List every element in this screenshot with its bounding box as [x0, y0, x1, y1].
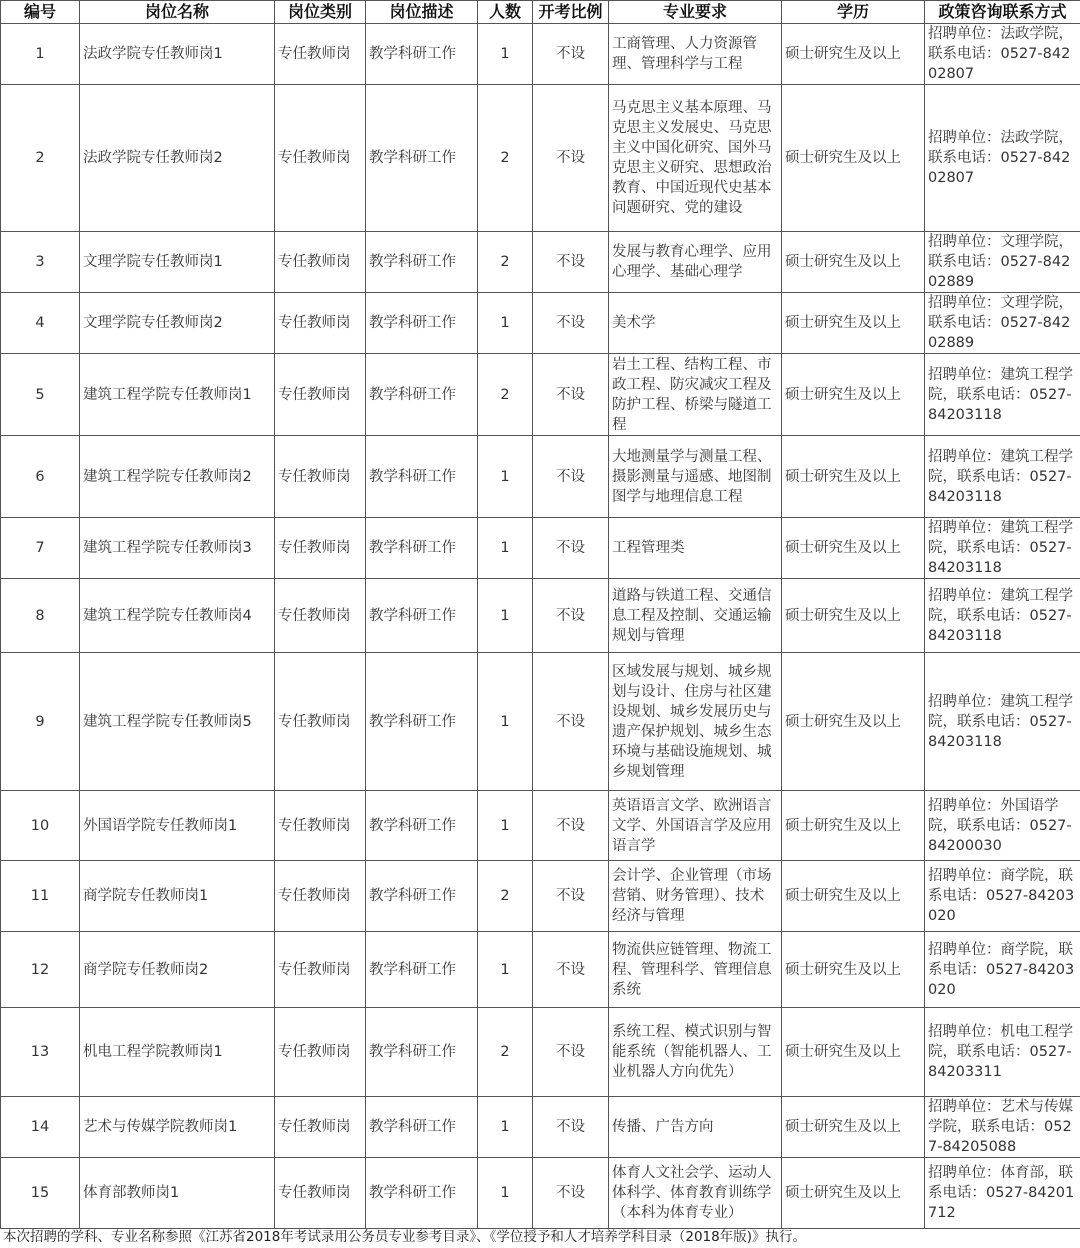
exam-ratio: 不设 [533, 579, 609, 653]
position-name: 法政学院专任教师岗2 [80, 85, 275, 232]
major-requirements: 传播、广告方向 [609, 1097, 782, 1158]
table-row [1, 293, 1080, 354]
table-row [1, 932, 1080, 1008]
exam-ratio: 不设 [533, 653, 609, 791]
table-row [1, 24, 1080, 85]
position-category: 专任教师岗 [275, 436, 366, 518]
major-requirements: 发展与教育心理学、应用心理学、基础心理学 [609, 232, 782, 293]
major-requirements: 道路与铁道工程、交通信息工程及控制、交通运输规划与管理 [609, 579, 782, 653]
contact-info: 招聘单位：法政学院，联系电话：0527-84202807 [925, 85, 1080, 232]
header-education: 学历 [782, 1, 925, 24]
headcount: 1 [478, 1097, 533, 1158]
position-name: 机电工程学院教师岗1 [80, 1008, 275, 1097]
headcount: 1 [478, 436, 533, 518]
position-description: 教学科研工作 [366, 861, 478, 932]
header-position-name: 岗位名称 [80, 1, 275, 24]
position-category: 专任教师岗 [275, 24, 366, 85]
position-name: 建筑工程学院专任教师岗3 [80, 518, 275, 579]
position-name: 建筑工程学院专任教师岗1 [80, 354, 275, 436]
exam-ratio: 不设 [533, 518, 609, 579]
education-requirement: 硕士研究生及以上 [782, 293, 925, 354]
contact-info: 招聘单位：法政学院，联系电话：0527-84202807 [925, 24, 1080, 85]
headcount: 1 [478, 791, 533, 861]
position-name: 文理学院专任教师岗2 [80, 293, 275, 354]
exam-ratio: 不设 [533, 354, 609, 436]
headcount: 1 [478, 293, 533, 354]
major-requirements: 系统工程、模式识别与智能系统（智能机器人、工业机器人方向优先） [609, 1008, 782, 1097]
exam-ratio: 不设 [533, 24, 609, 85]
position-name: 外国语学院专任教师岗1 [80, 791, 275, 861]
row-number: 4 [1, 293, 80, 354]
contact-info: 招聘单位：机电工程学院，联系电话：0527-84203311 [925, 1008, 1080, 1097]
contact-info: 招聘单位：艺术与传媒学院，联系电话：0527-84205088 [925, 1097, 1080, 1158]
row-number: 5 [1, 354, 80, 436]
exam-ratio: 不设 [533, 1008, 609, 1097]
position-description: 教学科研工作 [366, 232, 478, 293]
position-name: 商学院专任教师岗1 [80, 861, 275, 932]
table-row [1, 1008, 1080, 1097]
header-number: 编号 [1, 1, 80, 24]
position-description: 教学科研工作 [366, 518, 478, 579]
row-number: 8 [1, 579, 80, 653]
table-row [1, 579, 1080, 653]
table-row [1, 436, 1080, 518]
position-category: 专任教师岗 [275, 579, 366, 653]
row-number: 11 [1, 861, 80, 932]
exam-ratio: 不设 [533, 932, 609, 1008]
exam-ratio: 不设 [533, 436, 609, 518]
position-description: 教学科研工作 [366, 1158, 478, 1229]
row-number: 14 [1, 1097, 80, 1158]
major-requirements: 物流供应链管理、物流工程、管理科学、管理信息系统 [609, 932, 782, 1008]
exam-ratio: 不设 [533, 85, 609, 232]
education-requirement: 硕士研究生及以上 [782, 653, 925, 791]
table-row [1, 861, 1080, 932]
exam-ratio: 不设 [533, 861, 609, 932]
row-number: 12 [1, 932, 80, 1008]
header-contact: 政策咨询联系方式 [925, 1, 1080, 24]
education-requirement: 硕士研究生及以上 [782, 861, 925, 932]
major-requirements: 工商管理、人力资源管理、管理科学与工程 [609, 24, 782, 85]
contact-info: 招聘单位：建筑工程学院，联系电话：0527-84203118 [925, 436, 1080, 518]
major-requirements: 英语语言文学、欧洲语言文学、外国语言学及应用语言学 [609, 791, 782, 861]
position-description: 教学科研工作 [366, 1008, 478, 1097]
contact-info: 招聘单位：外国语学院，联系电话：0527-84200030 [925, 791, 1080, 861]
exam-ratio: 不设 [533, 1158, 609, 1229]
contact-info: 招聘单位：建筑工程学院，联系电话：0527-84203118 [925, 354, 1080, 436]
exam-ratio: 不设 [533, 1097, 609, 1158]
education-requirement: 硕士研究生及以上 [782, 436, 925, 518]
education-requirement: 硕士研究生及以上 [782, 579, 925, 653]
position-category: 专任教师岗 [275, 293, 366, 354]
position-category: 专任教师岗 [275, 85, 366, 232]
headcount: 1 [478, 24, 533, 85]
contact-info: 招聘单位：建筑工程学院，联系电话：0527-84203118 [925, 518, 1080, 579]
major-requirements: 区域发展与规划、城乡规划与设计、住房与社区建设规划、城乡发展历史与遗产保护规划、城乡生态环境与基础设施规划、城乡规划管理 [609, 653, 782, 791]
position-description: 教学科研工作 [366, 579, 478, 653]
position-description: 教学科研工作 [366, 24, 478, 85]
headcount: 2 [478, 861, 533, 932]
headcount: 2 [478, 1008, 533, 1097]
header-exam-ratio: 开考比例 [533, 1, 609, 24]
header-position-description: 岗位描述 [366, 1, 478, 24]
contact-info: 招聘单位：文理学院，联系电话：0527-84202889 [925, 232, 1080, 293]
headcount: 1 [478, 1158, 533, 1229]
row-number: 10 [1, 791, 80, 861]
position-category: 专任教师岗 [275, 354, 366, 436]
major-requirements: 体育人文社会学、运动人体科学、体育教育训练学（本科为体育专业） [609, 1158, 782, 1229]
row-number: 15 [1, 1158, 80, 1229]
header-count: 人数 [478, 1, 533, 24]
row-number: 9 [1, 653, 80, 791]
education-requirement: 硕士研究生及以上 [782, 354, 925, 436]
row-number: 1 [1, 24, 80, 85]
position-description: 教学科研工作 [366, 932, 478, 1008]
major-requirements: 马克思主义基本原理、马克思主义发展史、马克思主义中国化研究、国外马克思主义研究、思想政治教育、中国近现代史基本问题研究、党的建设 [609, 85, 782, 232]
table-row [1, 653, 1080, 791]
contact-info: 招聘单位：商学院，联系电话：0527-84203020 [925, 932, 1080, 1008]
contact-info: 招聘单位：商学院，联系电话：0527-84203020 [925, 861, 1080, 932]
education-requirement: 硕士研究生及以上 [782, 1097, 925, 1158]
position-description: 教学科研工作 [366, 85, 478, 232]
contact-info: 招聘单位：体育部，联系电话：0527-84201712 [925, 1158, 1080, 1229]
education-requirement: 硕士研究生及以上 [782, 1158, 925, 1229]
headcount: 1 [478, 579, 533, 653]
position-name: 建筑工程学院专任教师岗4 [80, 579, 275, 653]
table-row [1, 354, 1080, 436]
position-description: 教学科研工作 [366, 653, 478, 791]
table-row [1, 1158, 1080, 1229]
row-number: 6 [1, 436, 80, 518]
position-category: 专任教师岗 [275, 932, 366, 1008]
education-requirement: 硕士研究生及以上 [782, 932, 925, 1008]
header-major-requirements: 专业要求 [609, 1, 782, 24]
major-requirements: 会计学、企业管理（市场营销、财务管理）、技术经济与管理 [609, 861, 782, 932]
major-requirements: 岩土工程、结构工程、市政工程、防灾减灾工程及防护工程、桥梁与隧道工程 [609, 354, 782, 436]
position-name: 商学院专任教师岗2 [80, 932, 275, 1008]
headcount: 1 [478, 653, 533, 791]
position-description: 教学科研工作 [366, 1097, 478, 1158]
table-row [1, 232, 1080, 293]
table-row [1, 1097, 1080, 1158]
position-category: 专任教师岗 [275, 1008, 366, 1097]
position-category: 专任教师岗 [275, 232, 366, 293]
row-number: 13 [1, 1008, 80, 1097]
table-row [1, 518, 1080, 579]
headcount: 1 [478, 518, 533, 579]
position-description: 教学科研工作 [366, 354, 478, 436]
position-name: 建筑工程学院专任教师岗5 [80, 653, 275, 791]
education-requirement: 硕士研究生及以上 [782, 791, 925, 861]
position-category: 专任教师岗 [275, 861, 366, 932]
position-name: 文理学院专任教师岗1 [80, 232, 275, 293]
major-requirements: 工程管理类 [609, 518, 782, 579]
footnote: 本次招聘的学科、专业名称参照《江苏省2018年考试录用公务员专业参考目录》、《学位授予和人才培养学科目录（2018年版)》执行。 [3, 1229, 806, 1245]
row-number: 7 [1, 518, 80, 579]
contact-info: 招聘单位：建筑工程学院，联系电话：0527-84203118 [925, 579, 1080, 653]
contact-info: 招聘单位：文理学院，联系电话：0527-84202889 [925, 293, 1080, 354]
exam-ratio: 不设 [533, 791, 609, 861]
exam-ratio: 不设 [533, 293, 609, 354]
position-description: 教学科研工作 [366, 791, 478, 861]
position-category: 专任教师岗 [275, 791, 366, 861]
position-category: 专任教师岗 [275, 1158, 366, 1229]
position-description: 教学科研工作 [366, 293, 478, 354]
row-number: 2 [1, 85, 80, 232]
table-row [1, 85, 1080, 232]
header-position-category: 岗位类别 [275, 1, 366, 24]
major-requirements: 大地测量学与测量工程、摄影测量与遥感、地图制图学与地理信息工程 [609, 436, 782, 518]
education-requirement: 硕士研究生及以上 [782, 1008, 925, 1097]
education-requirement: 硕士研究生及以上 [782, 518, 925, 579]
position-name: 体育部教师岗1 [80, 1158, 275, 1229]
position-category: 专任教师岗 [275, 518, 366, 579]
education-requirement: 硕士研究生及以上 [782, 85, 925, 232]
education-requirement: 硕士研究生及以上 [782, 232, 925, 293]
major-requirements: 美术学 [609, 293, 782, 354]
position-name: 法政学院专任教师岗1 [80, 24, 275, 85]
position-description: 教学科研工作 [366, 436, 478, 518]
contact-info: 招聘单位：建筑工程学院，联系电话：0527-84203118 [925, 653, 1080, 791]
position-name: 建筑工程学院专任教师岗2 [80, 436, 275, 518]
table-row [1, 791, 1080, 861]
position-category: 专任教师岗 [275, 1097, 366, 1158]
headcount: 2 [478, 232, 533, 293]
headcount: 2 [478, 354, 533, 436]
education-requirement: 硕士研究生及以上 [782, 24, 925, 85]
position-category: 专任教师岗 [275, 653, 366, 791]
exam-ratio: 不设 [533, 232, 609, 293]
headcount: 1 [478, 932, 533, 1008]
headcount: 2 [478, 85, 533, 232]
position-name: 艺术与传媒学院教师岗1 [80, 1097, 275, 1158]
row-number: 3 [1, 232, 80, 293]
table-header-row [1, 1, 1080, 24]
